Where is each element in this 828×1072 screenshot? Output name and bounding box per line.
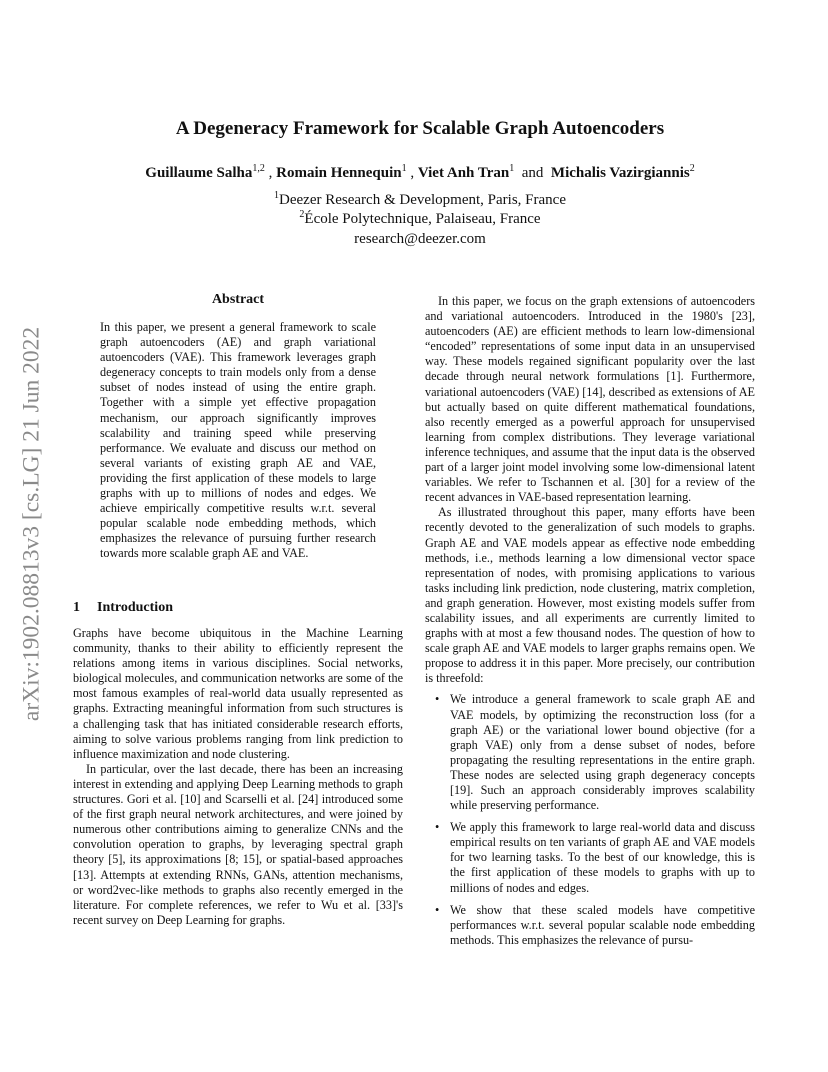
author-affiliation-mark: 1,2	[252, 163, 265, 174]
author-name: Michalis Vazirgiannis	[550, 165, 690, 181]
affiliation-2: $^2$École Polytechnique, Palaiseau, France	[299, 209, 541, 227]
abstract-heading: Abstract	[211, 292, 265, 307]
paragraph: In this paper, we focus on the graph extensions of autoencoders and variational autoencoders. Introduced in the 1980's [23], autoencoders (AE) are efficient methods to learn low-dimensional “encoded” representations of some input data in an unsupervised way. These models regained significant popularity over the last decade through neural network formulations [1]. Furthermore, variational autoencoders (VAE) [14], described as extensions of AE but actually based on quite different mathematical foundations, also recently emerged as a powerful approach for unsupervised learning from complex distributions. They leverage variational inference techniques, and assume that the input data is the observed part of a larger joint model involving some low-dimensional latent variables. We refer to Tschannen et al. [30] for a review of the recent advances in VAE-based representation learning.	[425, 294, 755, 505]
bullet-icon: •	[435, 820, 440, 835]
introduction-body	[73, 626, 403, 928]
author-affiliation-mark: 1	[401, 163, 407, 174]
arxiv-stamp: arXiv:1902.08813v3 [cs.LG] 21 Jun 2022	[18, 326, 45, 722]
author-separator: and	[514, 165, 551, 181]
list-item: • We introduce a general framework to scale graph AE and VAE models, by optimizing the reconstruction loss (for a graph AE) or the variational lower bound objective (for a graph VAE) only from a dense subset of nodes, before propagating the resulting representations in the entire graph. These nodes are selected using graph degeneracy concepts [19]. Such an approach considerably improves scalability while preserving performance.	[435, 692, 755, 813]
paper-title: A Degeneracy Framework for Scalable Graph Autoencoders	[175, 118, 665, 139]
author-name: Viet Anh Tran	[417, 165, 510, 181]
paragraph: In particular, over the last decade, there has been an increasing interest in extending and applying Deep Learning methods to graph structures. Gori et al. [10] and Scarselli et al. [24] introduced some of the first graph neural network architectures, and were joined by numerous other contributions aiming to generalize CNNs and the convolution operation to graphs, by leveraging spectral graph theory [5], its approximations [8; 15], or spatial-based approaches [13]. Attempts at extending RNNs, GANs, attention mechanisms, or word2vec-like methods to graphs also recently emerged in the literature. For complete references, we refer to Wu et al. [33]'s recent survey on Deep Learning for graphs.	[73, 761, 403, 927]
abstract-body	[100, 320, 376, 562]
author-affiliation-mark: 1	[509, 163, 515, 174]
author-list	[70, 165, 770, 182]
paragraph: As illustrated throughout this paper, many efforts have been recently devoted to the generalization of such models to graphs. Graph AE and VAE models appear as effective node embedding methods, i.e., methods learning a low dimensional vector space representation of nodes, with promising applications to various tasks including link prediction, node clustering, matrix completion, and graph generation. However, most existing models suffer from scalability issues, and all experiments are currently limited to graphs with at most a few thousand nodes. The question of how to scale graph AE and VAE models to larger graphs remains open. We propose to address it in this paper. More precisely, our contribution is threefold:	[425, 505, 755, 686]
author-separator: ,	[406, 165, 418, 181]
section-heading-introduction	[73, 600, 173, 616]
author-separator: ,	[264, 165, 277, 181]
affiliation-1: $^1$Deezer Research & Development, Paris, France	[274, 190, 566, 208]
contribution-list	[425, 692, 755, 948]
author-name: Guillaume Salha	[145, 165, 253, 181]
section-number: 1	[73, 600, 80, 615]
paragraph: Graphs have become ubiquitous in the Machine Learning community, thanks to their ability to efficiently represent the relations among items in various disciplines. Social networks, biological molecules, and communication networks are some of the most famous examples of real-world data usually represented as graphs. Extracting meaningful information from such structures is a challenging task that has initiated considerable research efforts, aiming to solve various problems ranging from link prediction to influence maximization and node clustering.	[73, 626, 403, 761]
abstract-text: In this paper, we present a general framework to scale graph autoencoders (AE) and graph variational autoencoders (VAE). This framework leverages graph degeneracy concepts to train models only from a dense subset of nodes instead of using the entire graph. Together with a simple yet effective propagation mechanism, our approach significantly improves scalability and training speed while preserving performance. We evaluate and discuss our method on several variants of existing graph AE and VAE, providing the first application of these models to large graphs with up to millions of nodes and edges. We achieve empirically competitive results w.r.t. several popular scalable node embedding methods, which emphasizes the relevance of pursuing further research towards more scalable graph AE and VAE.	[100, 320, 376, 561]
bullet-icon: •	[435, 902, 440, 917]
right-column	[425, 294, 755, 955]
contact-email: research@deezer.com	[354, 231, 486, 247]
author-name: Romain Hennequin	[276, 165, 402, 181]
bullet-icon: •	[435, 692, 440, 707]
list-item: • We apply this framework to large real-world data and discuss empirical results on ten variants of graph AE and VAE models for two learning tasks. To the best of our knowledge, this is the first application of these models to graphs with up to millions of nodes and edges.	[435, 820, 755, 895]
list-item: • We show that these scaled models have competitive performances w.r.t. several popular scalable node embedding methods. This emphasizes the relevance of pursu-	[435, 902, 755, 947]
author-affiliation-mark: 2	[689, 163, 695, 174]
section-title: Introduction	[97, 600, 173, 615]
